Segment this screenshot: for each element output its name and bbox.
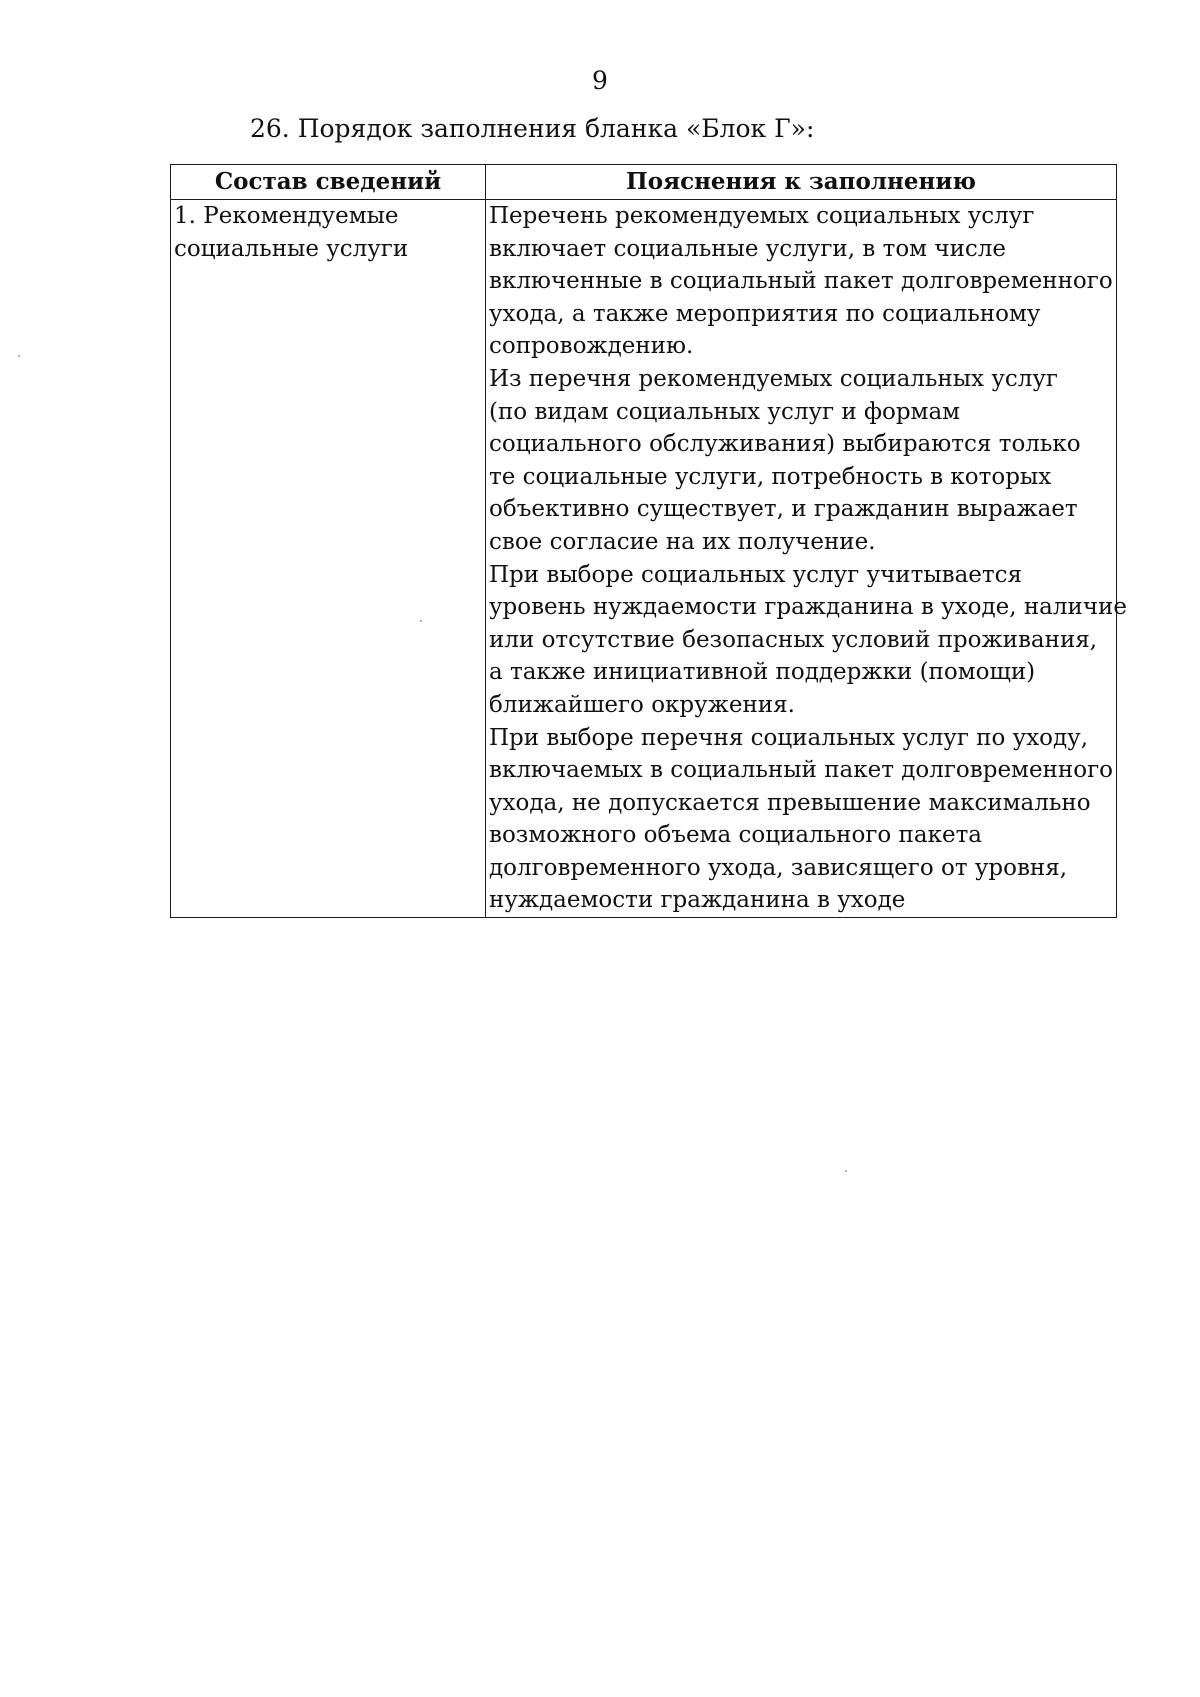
text-line: Из перечня рекомендуемых социальных услуг: [489, 365, 1058, 392]
text-line: объективно существует, и гражданин выражает: [489, 496, 1078, 523]
explanation-paragraph: [489, 363, 1113, 559]
text-line: сопровождению.: [489, 333, 694, 360]
scan-speck: [18, 355, 20, 357]
item-line: 1. Рекомендуемые: [174, 203, 399, 229]
column-header-composition: Состав сведений: [171, 165, 486, 200]
table-row: [171, 200, 1117, 918]
text-line: При выборе перечня социальных услуг по уходу,: [489, 724, 1089, 751]
text-line: долговременного ухода, зависящего от уровня,: [489, 854, 1068, 881]
fill-instructions-table: [170, 164, 1127, 918]
explanation-paragraph: [489, 722, 1113, 918]
section-heading: 26. Порядок заполнения бланка «Блок Г»:: [250, 114, 815, 143]
text-line: ближайшего окружения.: [489, 691, 795, 718]
text-line: включает социальные услуги, в том числе: [489, 235, 1007, 262]
text-line: те социальные услуги, потребность в которых: [489, 463, 1052, 490]
text-line: или отсутствие безопасных условий проживания,: [489, 626, 1098, 653]
explanation-paragraph: [489, 200, 1113, 363]
text-line: При выборе социальных услуг учитывается: [489, 561, 1023, 588]
text-line: Перечень рекомендуемых социальных услуг: [489, 203, 1035, 229]
scan-speck: [845, 1170, 847, 1172]
explanation-paragraph: [489, 559, 1127, 722]
explanation-cell: [486, 200, 1127, 918]
text-line: возможного объема социального пакета: [489, 822, 983, 849]
table-header-row: [171, 165, 1117, 200]
text-line: свое согласие на их получение.: [489, 528, 876, 555]
text-line: уровень нуждаемости гражданина в уходе, наличие: [489, 594, 1127, 621]
item-cell: [171, 200, 486, 918]
text-line: включенные в социальный пакет долговременного: [489, 268, 1113, 295]
scan-speck: [420, 620, 422, 622]
item-line: социальные услуги: [174, 235, 409, 262]
page-number: 9: [592, 66, 608, 95]
text-line: а также инициативной поддержки (помощи): [489, 659, 1036, 686]
text-line: ухода, а также мероприятия по социальному: [489, 300, 1041, 327]
text-line: социального обслуживания) выбираются только: [489, 431, 1081, 458]
text-line: (по видам социальных услуг и формам: [489, 398, 961, 425]
text-line: нуждаемости гражданина в уходе: [489, 887, 906, 914]
text-line: ухода, не допускается превышение максимально: [489, 789, 1091, 816]
column-header-explanations: Пояснения к заполнению: [486, 165, 1117, 200]
text-line: включаемых в социальный пакет долговременного: [489, 757, 1113, 784]
